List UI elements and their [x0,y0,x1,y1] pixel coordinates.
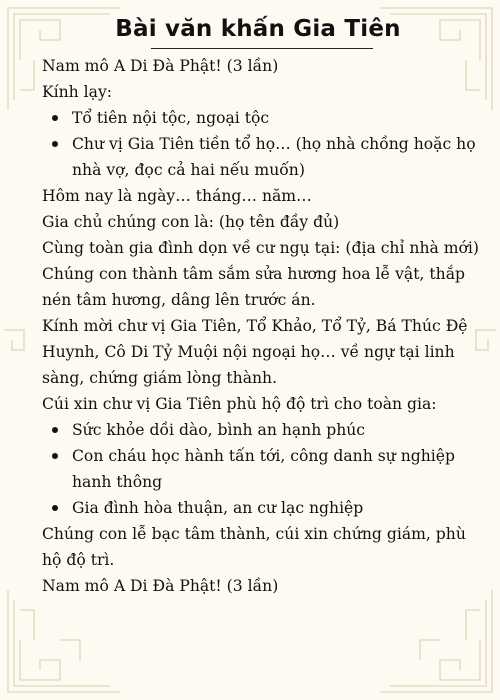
invitation-paragraph: Kính mời chư vị Gia Tiên, Tổ Khảo, Tổ Tỷ, Bá Thúc Đệ Huynh, Cô Di Tỷ Muội nội ngoại họ… về ngự tại linh sàng, chứng giám lòng thành. [42,317,468,387]
closing-invocation: Nam mô A Di Đà Phật! (3 lần) [42,577,279,595]
ancestors-list [42,105,490,183]
host-name-line: Gia chủ chúng con là: (họ tên đầy đủ) [42,213,340,231]
list-item: Sức khỏe dồi dào, bình an hạnh phúc [72,417,490,443]
opening-invocation: Nam mô A Di Đà Phật! (3 lần) [42,57,279,75]
list-item: Tổ tiên nội tộc, ngoại tộc [72,105,490,131]
list-item: Chư vị Gia Tiên tiền tổ họ… (họ nhà chồng hoặc họ nhà vợ, đọc cả hai nếu muốn) [72,131,490,183]
title-underline [151,48,373,49]
document-title: Bài văn khấn Gia Tiên [115,16,401,42]
list-item: Gia đình hòa thuận, an cư lạc nghiệp [72,495,490,521]
blessing-request: Cúi xin chư vị Gia Tiên phù hộ độ trì cho toàn gia: [42,395,437,413]
salutation: Kính lạy: [42,83,113,101]
blessings-list [42,417,490,521]
address-line: Cùng toàn gia đình dọn về cư ngụ tại: (địa chỉ nhà mới) [42,239,480,257]
prayer-document [42,14,490,599]
offering-paragraph: Chúng con thành tâm sắm sửa hương hoa lễ vật, thắp nén tâm hương, dâng lên trước án. [42,265,465,309]
closing-paragraph: Chúng con lễ bạc tâm thành, cúi xin chứng giám, phù hộ độ trì. [42,525,466,569]
list-item: Con cháu học hành tấn tới, công danh sự nghiệp hanh thông [72,443,490,495]
date-line: Hôm nay là ngày… tháng… năm… [42,187,312,205]
